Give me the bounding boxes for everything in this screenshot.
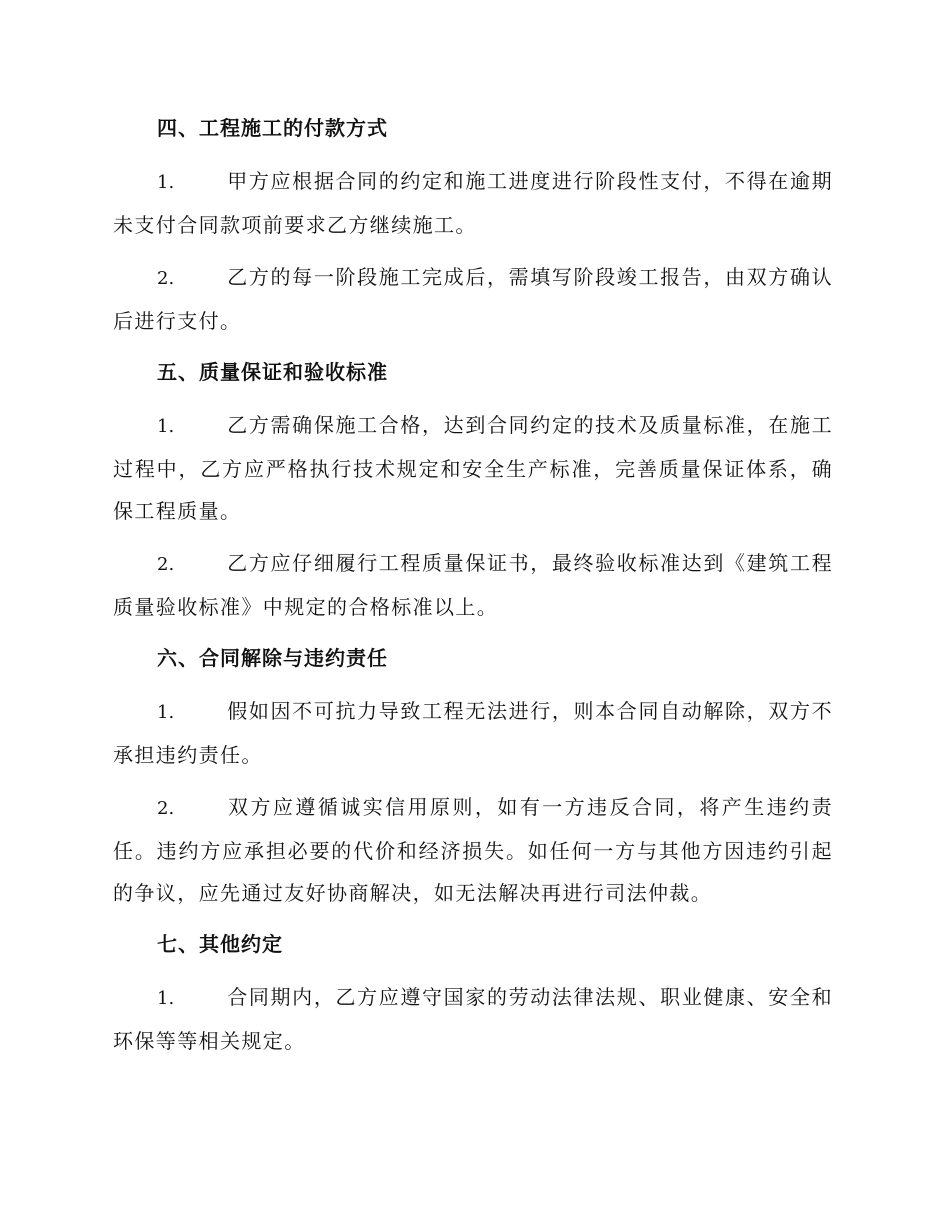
clause-paragraph [113,404,833,532]
clause-number: 2. [157,268,175,289]
clause-text: 乙方的每一阶段施工完成后，需填写阶段竣工报告，由双方确认后进行支付。 [113,265,833,333]
clause-number: 1. [157,172,175,193]
clause-number: 1. [157,988,175,1009]
section-heading: 四、工程施工的付款方式 [157,116,388,140]
document-body [113,108,833,1072]
section-heading: 七、其他约定 [157,932,283,956]
clause-text: 乙方需确保施工合格，达到合同约定的技术及质量标准，在施工过程中，乙方应严格执行技术规定和安全生产标准，完善质量保证体系，确保工程质量。 [113,413,833,523]
clause-paragraph [113,160,833,246]
clause-number: 2. [157,798,175,819]
clause-text: 双方应遵循诚实信用原则，如有一方违反合同，将产生违约责任。违约方应承担必要的代价和经济损失。如任何一方与其他方因违约引起的争议，应先通过友好协商解决，如无法解决再进行司法仲裁。 [113,795,833,905]
clause-paragraph [113,690,833,776]
clause-paragraph [113,542,833,628]
clause-paragraph [113,786,833,914]
clause-paragraph [113,976,833,1062]
section-heading: 六、合同解除与违约责任 [157,646,388,670]
clause-text: 甲方应根据合同的约定和施工进度进行阶段性支付，不得在逾期未支付合同款项前要求乙方继续施工。 [113,169,833,237]
clause-text: 假如因不可抗力导致工程无法进行，则本合同自动解除，双方不承担违约责任。 [113,699,833,767]
clause-number: 1. [157,416,175,437]
clause-number: 1. [157,702,175,723]
section-heading: 五、质量保证和验收标准 [157,360,388,384]
clause-paragraph [113,256,833,342]
clause-text: 合同期内，乙方应遵守国家的劳动法律法规、职业健康、安全和环保等等相关规定。 [113,985,833,1053]
clause-number: 2. [157,554,175,575]
clause-text: 乙方应仔细履行工程质量保证书，最终验收标准达到《建筑工程质量验收标准》中规定的合格标准以上。 [113,551,833,619]
